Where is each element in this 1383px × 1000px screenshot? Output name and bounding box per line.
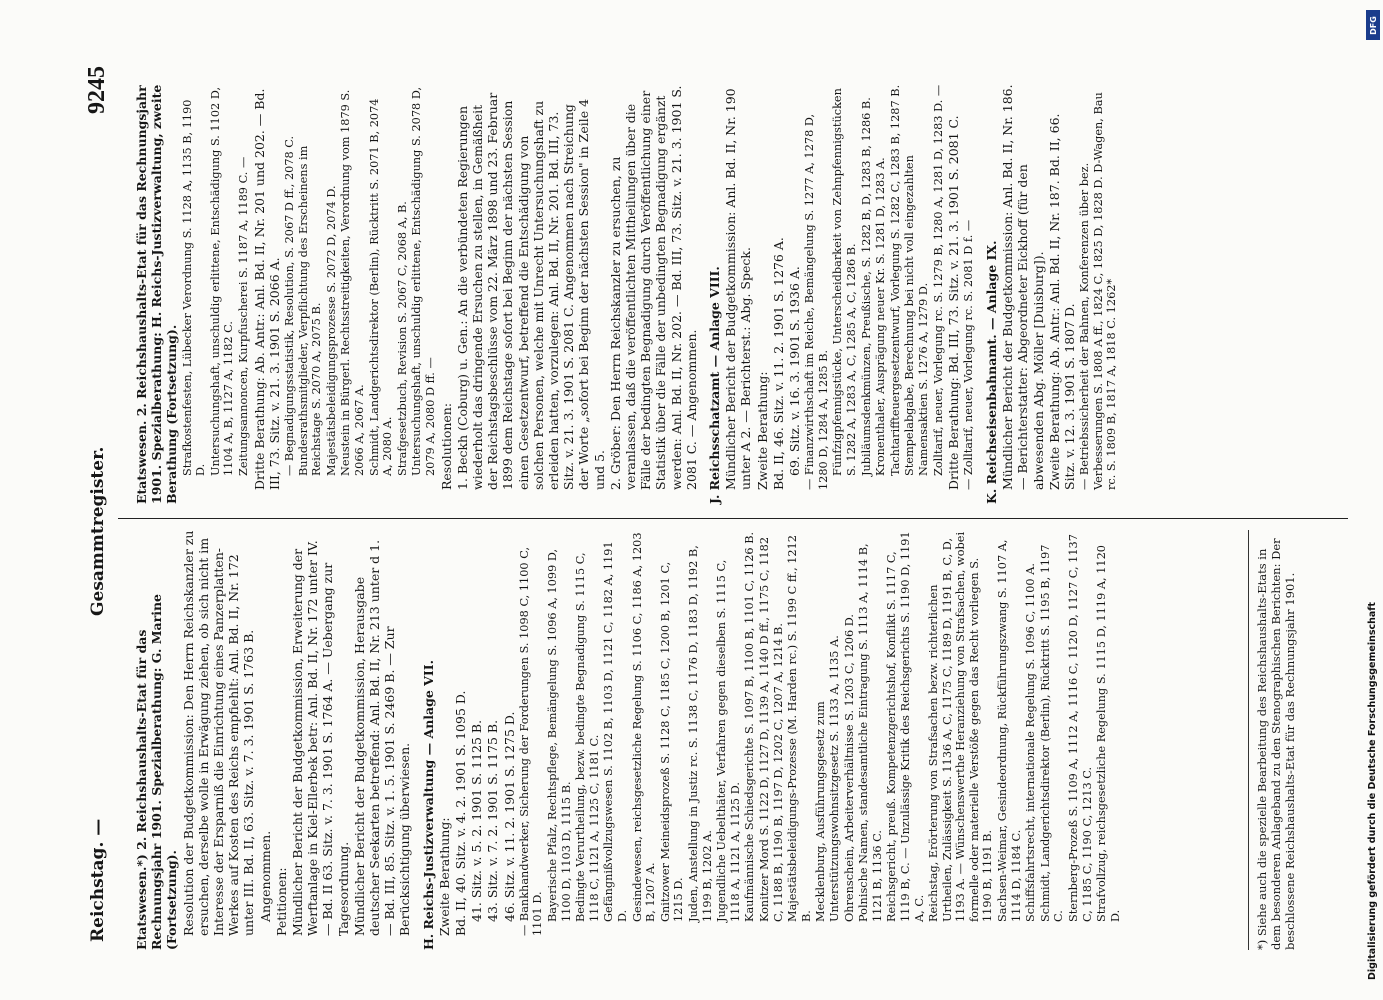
- register-entry: Bedingte Verurtheilung, bezw. bedingte Begnadigung S. 1115 C, 1118 C, 1121 A, 1125 C, 1181 C.: [574, 552, 601, 922]
- register-entry: Mündlicher Bericht der Budgetkommission: Anl. Bd. II, Nr. 190 unter A 2. — Berichterst.: Abg. Speck.: [723, 88, 754, 490]
- register-entry: Reichstag, Erörterung von Strafsachen bezw. richterlichen Urtheilen, Zulässigkeit S. 1136 A, C, 1175 C, 1189 D, 1191 B, C, D, 1193 A. — Wünschenswerthe Heranziehung von Strafsachen, wobei formelle oder materielle Verstöße gegen das Recht vorliegen S. 1190 B, 1191 B.: [927, 531, 995, 922]
- register-entry: Zeitungsannoncen, Kurpfuscherei S. 1187 A, 1189 C. —: [236, 156, 250, 476]
- register-entry: 46. Sitz. v. 11. 2. 1901 S. 1275 D.: [501, 711, 517, 922]
- register-entry: Dritte Berathung: Bd. III, 73. Sitz. v. 21. 3. 1901 S. 2081 C.: [946, 115, 962, 490]
- register-entry: Zolltarif, neuer, Vorlegung rc. S. 1279 B, 1280 A, 1281 D, 1283 D. —: [931, 84, 945, 476]
- register-entry: Strafvollzug, reichsgesetzliche Regelung S. 1115 D, 1119 A, 1120 D.: [1095, 545, 1122, 922]
- register-entry: Strafkostenfesten, Lübecker Verordnung S. 1128 A, 1135 B, 1190 D.: [180, 99, 208, 476]
- register-entry: Zweite Berathung: Ab. Antr.: Anl. Bd. II, Nr. 187. Bd. II, 66. Sitz. v. 12. 3. 1901 S. 1807 D.: [1046, 113, 1077, 490]
- left-column: [126, 530, 1123, 950]
- footnote: *) Siehe auch die spezielle Bearbeitung des Reichshaushalts-Etats in dem besonderen Anlageband zu den Stenographischen Berichten: Der beschlossene Reichshaushalts-Etat für das Rechnungsjahr 1901.: [1248, 530, 1297, 950]
- register-entry: Gnitzower Meineidsprozeß S. 1128 C, 1185 C, 1200 B, 1201 C, 1215 D.: [658, 561, 686, 922]
- page-number: 9245: [84, 66, 110, 114]
- register-entry: Sachsen-Weimar, Gesindeordnung, Rückführungszwang S. 1107 A, 1114 D, 1184 C.: [996, 539, 1023, 922]
- register-entry: Neustein in Bürgerl. Rechtsstreitigkeiten, Verordnung vom 1879 S. 2066 A, 2067 A.: [339, 89, 366, 476]
- register-entry: Untersuchungshaft, unschuldig erlittene, Entschädigung S. 2078 D, 2079 A, 2080 D ff. —: [410, 86, 437, 476]
- register-entry: 1. Beckh (Coburg) u. Gen.: An die verbündeten Regierungen wiederholt das dringende Ersuchen zu stellen, in Gemäßheit der Reichstagsbeschlüsse vom 22. März 1898 und 23. Februar 1899 dem Reichstage sofort bei Beginn der nächsten Session einen Gesetzentwurf, betreffend die Entschädigung von solchen Personen, welche mit Unrecht Untersuchungshaft zu erleiden hatten, vorzulegen: Anl. Bd. II, Nr. 201. Bd. III, 73. Sitz. v. 21. 3. 1901 S. 2081 C. Angenommen nach Streichung der Worte „sofort bei Beginn der nächsten Session" in Zeile 4 und 5.: [454, 92, 607, 490]
- register-entry: Etatswesen. 2. Reichshaushalts-Etat für das Rechnungsjahr 1901. Spezialberathung: H. Reichs-Justizverwaltung, zweite Berathung (Fortsetzung).: [134, 84, 180, 504]
- register-entry: Bayerische Pfalz, Rechtspflege, Bemängelung S. 1096 A, 1099 D, 1100 D, 1103 D, 1115 B.: [546, 548, 573, 922]
- register-entry: Majestätsbeleidigungsprozesse S. 2072 D, 2074 D.: [324, 185, 338, 476]
- register-entry: Sternberg-Prozeß S. 1109 A, 1112 A, 1116 C, 1120 D, 1127 C, 1137 C, 1185 C, 1190 C, 1213 C.: [1067, 534, 1094, 922]
- register-entry: Schiffsfahrtsrecht, internationale Regelung S. 1096 C, 1100 A.: [1024, 563, 1038, 922]
- register-entry: J. Reichsschatzamt — Anlage VIII.: [706, 266, 722, 504]
- register-entry: Etatswesen.*) 2. Reichshaushalts-Etat für das Rechnungsjahr 1901. Spezialberathung: G. Marine (Fortsetzung).: [134, 593, 180, 950]
- register-entry: 2. Gröber: Den Herrn Reichskanzler zu ersuchen, zu veranlassen, daß die veröffentlichten Mittheilungen über die Fälle der bedingten Begnadigung durch Veröffentlichung einer Statistik über die Fälle der unbedingten Begnadigung ergänzt werden: Anl. Bd. II, Nr. 202. — Bd. III, 73. Sitz. v. 21. 3. 1901 S. 2081 C. — Angenommen.: [607, 85, 699, 490]
- rotated-register-page: [78, 56, 1360, 956]
- register-entry: Gesindewesen, reichsgesetzliche Regelung S. 1106 C, 1186 A, 1203 B, 1207 A.: [630, 532, 658, 922]
- register-entry: Tachtariffteuergesetzentwurf, Vorlegung S. 1282 C, 1283 B, 1287 B.: [888, 84, 902, 476]
- register-entry: Majestätsbeleidigungs-Prozesse (M. Harden rc.) S. 1199 C ff., 1212 B.: [786, 535, 813, 922]
- register-entry: K. Reichseisenbahnamt. — Anlage IX.: [983, 240, 999, 504]
- register-entry: Untersuchungshaft, unschuldig erlittene, Entschädigung S. 1102 D, 1104 A, B, 1127 A, 1182 C.: [208, 86, 236, 476]
- page-header: [78, 56, 118, 956]
- register-entry: Jubiläumsdenkmünzen, Preußische, S. 1282 B, D, 1283 B, 1286 B.: [859, 97, 873, 476]
- register-entry: 43. Sitz. v. 7. 2. 1901 S. 1175 B.: [485, 719, 501, 922]
- register-entry: Petitionen:: [273, 867, 289, 936]
- register-entry: Mecklenburg, Ausführungsgesetz zum Unterstützungswohnsitzgesetz S. 1133 A, 1135 A.: [814, 635, 841, 922]
- register-entry: Schmidt, Landgerichtsdirektor (Berlin), Rücktritt S. 2071 B, 2074 A, 2080 A.: [367, 98, 395, 476]
- register-entry: Mündlicher Bericht der Budgetkommission: Anl. Bd. II, Nr. 186. — Berichterstatter: Abgeordneter Eickhoff (für den abwesenden Abg. Möller [Duisburg]).: [1000, 84, 1046, 490]
- register-entry: — Betriebssicherheit der Bahnen, Konferenzen über bez. Verbesserungen S. 1808 A ff., 1824 C, 1825 D, 1828 D. D-Wagen, Bau rc. S. 1809 B, 1817 A, 1818 C. 1262*: [1078, 92, 1119, 490]
- register-entry: Kaufmännische Schiedsgerichte S. 1097 B, 1100 B, 1101 C, 1126 B.: [743, 531, 757, 922]
- register-entry: — Finanzwirthschaft im Reiche, Bemängelung S. 1277 A, 1278 D, 1280 D, 1284 A, 1285 B.: [803, 113, 830, 490]
- register-entry: Resolutionen:: [438, 402, 454, 490]
- register-entry: Gefängnißvollzugswesen S. 1102 B, 1103 D, 1121 C, 1182 A, 1191 D.: [602, 541, 630, 922]
- digitization-credit: Digitalisierung gefördert durch die Deutsche Forschungsgemeinschaft: [1367, 602, 1378, 980]
- register-entry: Schmidt, Landgerichtsdirektor (Berlin), Rücktritt S. 1195 B, 1197 C.: [1038, 544, 1066, 922]
- register-entry: Reichsgericht, preuß. Kompetenzgerichtshof, Konflikt S. 1117 C, 1119 B, C. — Unzulässige Kritik des Reichsgerichts S. 1190 D, 1191 A, C.: [885, 531, 926, 922]
- register-entry: Kronenthaler, Ausprägung neuer Kr. S. 1281 D, 1283 A.: [874, 157, 888, 476]
- register-entry: Polnische Namen, standesamtliche Eintragung S. 1113 A, 1114 B, 1121 B, 1136 C.: [857, 543, 884, 922]
- register-entry: Zweite Berathung:: [754, 371, 770, 490]
- right-column: [126, 84, 1120, 504]
- register-entry: Stempelabgabe, Berechnung bei nicht voll eingezahlten Namensaktien S. 1276 A, 1279 D.: [903, 155, 930, 476]
- register-entry: 69. Sitz. v. 16. 3. 1901 S. 1936 A.: [786, 266, 802, 476]
- register-entry: Strafgesetzbuch, Revision S. 2067 C, 2068 A, B.: [395, 201, 409, 476]
- register-entry: Angenommen.: [257, 830, 273, 922]
- register-entry: Jugendliche Uebelthäter, Verfahren gegen dieselben S. 1115 C, 1118 A, 1121 A, 1125 D.: [715, 559, 742, 922]
- register-entry: Mündlicher Bericht der Budgetkommission, Herausgabe deutscher Seekarten betreffend: Anl. Bd. II, Nr. 213 unter d 1. — Bd. III, 85. Sitz. v. 1. 5. 1901 S. 2469 B. — Zur Berücksichtigung überwiesen.: [351, 539, 413, 936]
- dfg-logo-badge: [1366, 10, 1380, 40]
- register-entry: Konitzer Mord S. 1122 D, 1127 D, 1139 A, 1140 D ff., 1175 C, 1182 C, 1188 B, 1190 B, 1197 D, 1202 C, 1207 A, 1214 B.: [757, 536, 785, 922]
- register-entry: — Zolltarif, neuer, Vorlegung rc. S. 2081 D f. —: [962, 219, 976, 490]
- register-entry: Dritte Berathung: Ab. Antr.: Anl. Bd. II, Nr. 201 und 202. — Bd. III, 73. Sitz. v. 21. 3. 1901 S. 2066 A.: [251, 88, 282, 490]
- register-entry: Ohrenschein, Arbeiterverhältnisse S. 1203 C, 1206 D.: [842, 613, 856, 922]
- header-title: Gesammtregister.: [88, 446, 108, 616]
- register-entry: H. Reichs-Justizverwaltung — Anlage VII.: [420, 660, 436, 950]
- header-left: Reichstag. —: [88, 818, 108, 942]
- register-entry: — Bankhandwerker, Sicherung der Forderungen S. 1098 C, 1100 C, 1101 D.: [517, 546, 545, 936]
- dfg-label: DFG: [1368, 15, 1378, 35]
- column-divider: [118, 518, 1348, 519]
- register-entry: Bd. II, 40. Sitz. v. 4. 2. 1901 S. 1095 D.: [453, 690, 469, 936]
- register-entry: Fünfzigpfennigstücke, Unterscheidbarkeit von Zehnpfennigstücken S. 1282 A, 1283 A, C, 1285 A, C, 1286 B.: [831, 88, 858, 476]
- register-entry: Juden, Anstellung in Justiz rc. S. 1138 C, 1176 D, 1183 D, 1192 B, 1199 B, 1202 A.: [687, 545, 714, 922]
- register-entry: Bd. II, 46. Sitz. v. 11. 2. 1901 S. 1276 A.: [770, 237, 786, 490]
- register-entry: Mündlicher Bericht der Budgetkommission, Erweiterung der Werftanlage in Kiel-Ellerbek betr: Anl. Bd. II, Nr. 172 unter IV. — Bd. II 63. Sitz. v. 7. 3. 1901 S. 1764 A. — Uebergang zur Tagesordnung.: [290, 540, 351, 936]
- register-entry: Zweite Berathung:: [436, 817, 452, 936]
- register-entry: — Begnadigungsstatistik, Resolution, S. 2067 D ff., 2078 C. Bundesrathsmitglieder, Verpflichtung des Erscheinens im Reichstage S. 2070 A, 2075 B.: [282, 135, 324, 476]
- register-entry: Resolution der Budgetkommission: Den Herrn Reichskanzler zu ersuchen, derselbe wolle in Erwägung ziehen, ob sich nicht im Interesse der Ersparniß die Einrichtung eines Panzerplatten-Werkes auf Kosten des Reichs empfiehlt: Anl. Bd. II, Nr. 172 unter III. Bd. II, 63. Sitz. v. 7. 3. 1901 S. 1763 B.: [180, 530, 257, 936]
- register-entry: 41. Sitz. v. 5. 2. 1901 S. 1125 B.: [469, 719, 485, 922]
